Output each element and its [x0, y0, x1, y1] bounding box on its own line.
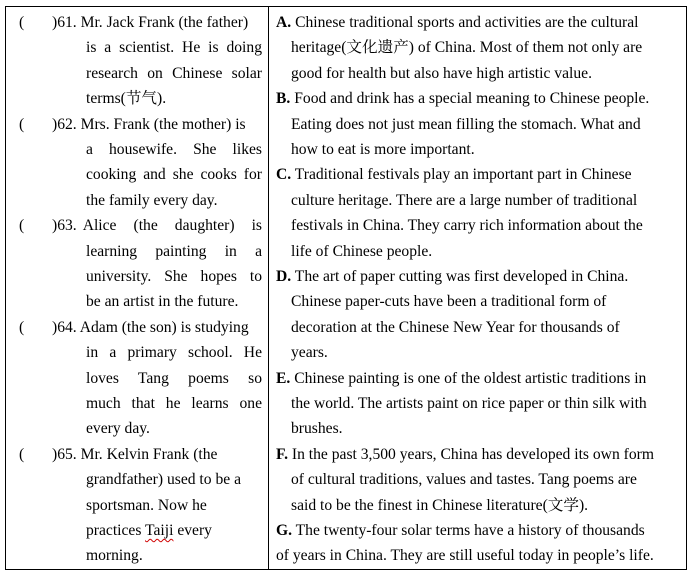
- option-line: of years in China. They are still useful today in people’s life.: [276, 547, 654, 565]
- item-text: practices: [86, 522, 142, 539]
- option-first-line: [276, 366, 646, 391]
- option-letter: D.: [276, 268, 292, 285]
- item-text: Alice (the daughter) is: [82, 217, 262, 235]
- option-line: Chinese paper-cuts have been a traditional form of: [291, 293, 607, 311]
- option-line: the world. The artists paint on rice paper or thin silk with: [291, 395, 647, 412]
- option-text: The art of paper cutting was first developed in China.: [294, 268, 629, 285]
- answer-blank-paren[interactable]: (: [19, 115, 25, 133]
- option-line: Eating does not just mean filling the stomach. What and: [291, 115, 641, 133]
- item-text: Mrs. Frank (the mother) is: [80, 115, 246, 133]
- option-line: brushes.: [291, 420, 343, 438]
- item-number: )64.: [52, 318, 77, 336]
- option-line: festivals in China. They carry rich information about the: [291, 217, 643, 235]
- option-line: good for health but also have high artistic value.: [291, 64, 592, 82]
- item-line: the family every day.: [86, 191, 218, 209]
- item-line: [86, 518, 212, 543]
- option-first-line: [276, 442, 654, 467]
- option-letter: A.: [276, 14, 292, 31]
- option-line: heritage(文化遗产) of China. Most of them not only are: [291, 39, 643, 57]
- option-text: In the past 3,500 years, China has developed its own form: [291, 445, 654, 463]
- item-line: morning.: [86, 547, 143, 565]
- option-text: The twenty-four solar terms have a history of thousands: [295, 522, 645, 539]
- option-line: of cultural traditions, values and tastes. Tang poems are: [291, 471, 637, 489]
- spellcheck-word: Taiji: [145, 522, 174, 539]
- item-line: in a primary school. He: [86, 344, 262, 362]
- item-line: learning painting in a: [86, 242, 262, 260]
- option-line: said to be the finest in Chinese literature(文学).: [291, 496, 589, 514]
- option-first-line: [276, 10, 638, 35]
- answer-blank-paren[interactable]: (: [19, 217, 25, 235]
- option-letter: E.: [276, 369, 291, 387]
- answer-blank-paren[interactable]: (: [19, 445, 25, 463]
- option-line: culture heritage. There are a large number of traditional: [291, 191, 638, 209]
- item-text: every: [177, 522, 212, 539]
- item-number: )63.: [52, 217, 77, 235]
- item-text: Adam (the son) is studying: [79, 318, 249, 336]
- item-line: grandfather) used to be a: [86, 471, 242, 489]
- option-letter: G.: [276, 522, 293, 539]
- option-line: years.: [291, 344, 328, 362]
- item-number: )61.: [52, 14, 77, 31]
- option-text: Traditional festivals play an important part in Chinese: [294, 166, 632, 184]
- item-line: be an artist in the future.: [86, 293, 239, 311]
- item-line: research on Chinese solar: [86, 64, 262, 82]
- option-line: life of Chinese people.: [291, 242, 433, 260]
- item-first-line: [52, 442, 217, 467]
- option-line: how to eat is more important.: [291, 141, 475, 158]
- item-number: )65.: [52, 445, 77, 463]
- option-first-line: [276, 162, 632, 187]
- option-letter: F.: [276, 445, 288, 463]
- item-line: sportsman. Now he: [86, 496, 207, 514]
- option-text: Chinese painting is one of the oldest artistic traditions in: [294, 369, 647, 387]
- item-first-line: [52, 10, 262, 35]
- item-first-line: [52, 213, 262, 238]
- answer-blank-paren[interactable]: (: [19, 14, 25, 31]
- item-line: a housewife. She likes: [86, 141, 262, 158]
- option-first-line: [276, 86, 649, 111]
- item-first-line: [52, 112, 262, 137]
- option-first-line: [276, 518, 645, 543]
- answer-blank-paren[interactable]: (: [19, 318, 25, 336]
- item-first-line: [52, 315, 262, 340]
- item-line: university. She hopes to: [86, 268, 262, 285]
- item-text: Mr. Jack Frank (the father): [80, 14, 249, 31]
- option-first-line: [276, 264, 628, 289]
- item-line: is a scientist. He is doing: [86, 39, 262, 57]
- option-letter: B.: [276, 90, 291, 108]
- item-line: terms(节气).: [86, 90, 167, 108]
- item-line: every day.: [86, 420, 150, 438]
- item-line: cooking and she cooks for: [86, 166, 262, 184]
- item-line: much that he learns one: [86, 395, 262, 412]
- item-line: loves Tang poems so: [86, 369, 262, 387]
- item-number: )62.: [52, 115, 77, 133]
- item-text: Mr. Kelvin Frank (the: [80, 445, 218, 463]
- option-letter: C.: [276, 166, 292, 184]
- option-text: Food and drink has a special meaning to Chinese people.: [294, 90, 650, 108]
- option-line: decoration at the Chinese New Year for thousands of: [291, 318, 620, 336]
- column-divider: [268, 6, 269, 570]
- option-text: Chinese traditional sports and activities are the cultural: [295, 14, 639, 31]
